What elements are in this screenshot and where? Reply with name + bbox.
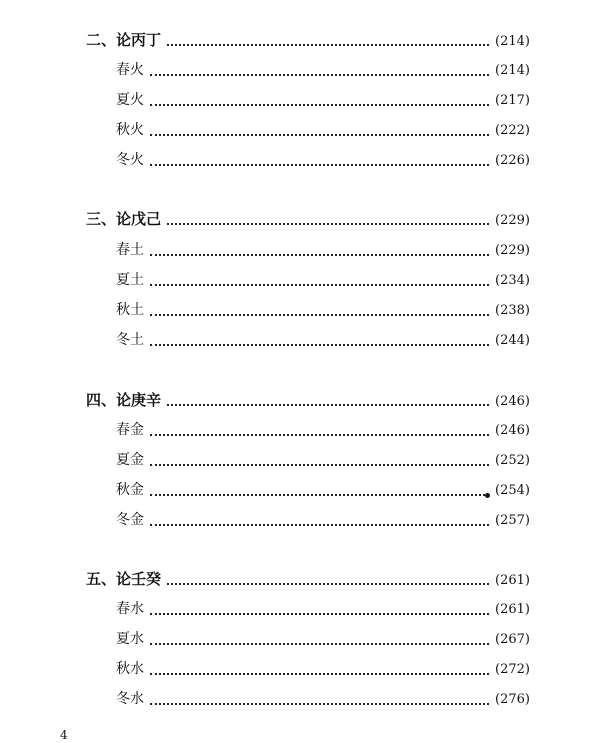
toc-section-title: 三、论戊己 <box>86 210 162 228</box>
toc-entry-title: 夏水 <box>116 631 144 647</box>
toc-page-number: (261) <box>495 602 530 617</box>
dot-leader <box>167 583 489 585</box>
toc-entry-title: 秋金 <box>116 482 144 498</box>
toc-section-heading <box>86 568 530 590</box>
dot-leader <box>167 404 489 406</box>
toc-page-number: (214) <box>495 63 530 78</box>
toc-page-number: (229) <box>495 213 530 228</box>
toc-entry <box>116 628 530 650</box>
toc-entry <box>116 479 530 501</box>
toc-page-number: (246) <box>495 394 530 409</box>
toc-page-number: (246) <box>495 423 530 438</box>
dot-leader <box>150 254 489 256</box>
toc-entry-title: 冬金 <box>116 512 144 528</box>
toc-entry <box>116 269 530 291</box>
toc-entry-title: 春火 <box>116 62 144 78</box>
toc-section-heading <box>86 389 530 411</box>
toc-entry-title: 冬火 <box>116 152 144 168</box>
dot-leader <box>150 314 489 316</box>
toc-section-title: 五、论壬癸 <box>86 570 162 588</box>
toc-page-number: (217) <box>495 93 530 108</box>
toc-page-number: (244) <box>495 333 530 348</box>
dot-leader <box>150 673 489 675</box>
toc-entry-title: 春土 <box>116 242 144 258</box>
dot-leader <box>150 74 489 76</box>
toc-page-number: (238) <box>495 303 530 318</box>
print-speck <box>485 493 490 498</box>
dot-leader <box>150 524 489 526</box>
toc-section-title: 二、论丙丁 <box>86 31 162 49</box>
dot-leader <box>150 164 489 166</box>
toc-entry-title: 春金 <box>116 422 144 438</box>
dot-leader <box>150 494 489 496</box>
toc-entry <box>116 299 530 321</box>
toc-page-number: (229) <box>495 243 530 258</box>
toc-entry-title: 冬土 <box>116 332 144 348</box>
toc-page-number: (272) <box>495 662 530 677</box>
toc-entry-title: 秋水 <box>116 661 144 677</box>
dot-leader <box>167 44 489 46</box>
toc-page-number: (214) <box>495 34 530 49</box>
dot-leader <box>150 434 489 436</box>
dot-leader <box>150 344 489 346</box>
toc-page-number: (234) <box>495 273 530 288</box>
toc-page-number: (276) <box>495 692 530 707</box>
toc-entry-title: 夏土 <box>116 272 144 288</box>
toc-entry <box>116 419 530 441</box>
toc-page-number: (267) <box>495 632 530 647</box>
toc-page-number: (261) <box>495 573 530 588</box>
dot-leader <box>150 703 489 705</box>
toc-entry <box>116 119 530 141</box>
toc-entry <box>116 149 530 171</box>
toc-section-heading <box>86 29 530 51</box>
toc-entry-title: 夏火 <box>116 92 144 108</box>
toc-page-number: (226) <box>495 153 530 168</box>
dot-leader <box>150 613 489 615</box>
toc-section-heading <box>86 208 530 230</box>
toc-entry <box>116 688 530 710</box>
toc-entry-title: 春水 <box>116 601 144 617</box>
toc-entry <box>116 329 530 351</box>
toc-section-title: 四、论庚辛 <box>86 391 162 409</box>
toc-page-number: (252) <box>495 453 530 468</box>
toc-entry <box>116 59 530 81</box>
toc-entry <box>116 658 530 680</box>
dot-leader <box>167 223 489 225</box>
toc-entry <box>116 598 530 620</box>
footer-page-number: 4 <box>60 728 68 742</box>
toc-entry-title: 冬水 <box>116 691 144 707</box>
toc-page-number: (222) <box>495 123 530 138</box>
toc-page-number: (257) <box>495 513 530 528</box>
dot-leader <box>150 104 489 106</box>
dot-leader <box>150 134 489 136</box>
toc-entry <box>116 449 530 471</box>
toc-entry-title: 秋土 <box>116 302 144 318</box>
dot-leader <box>150 464 489 466</box>
toc-entry <box>116 509 530 531</box>
dot-leader <box>150 284 489 286</box>
dot-leader <box>150 643 489 645</box>
toc-entry <box>116 239 530 261</box>
toc-entry-title: 秋火 <box>116 122 144 138</box>
toc-page-number: (254) <box>495 483 530 498</box>
toc-entry <box>116 89 530 111</box>
toc-entry-title: 夏金 <box>116 452 144 468</box>
